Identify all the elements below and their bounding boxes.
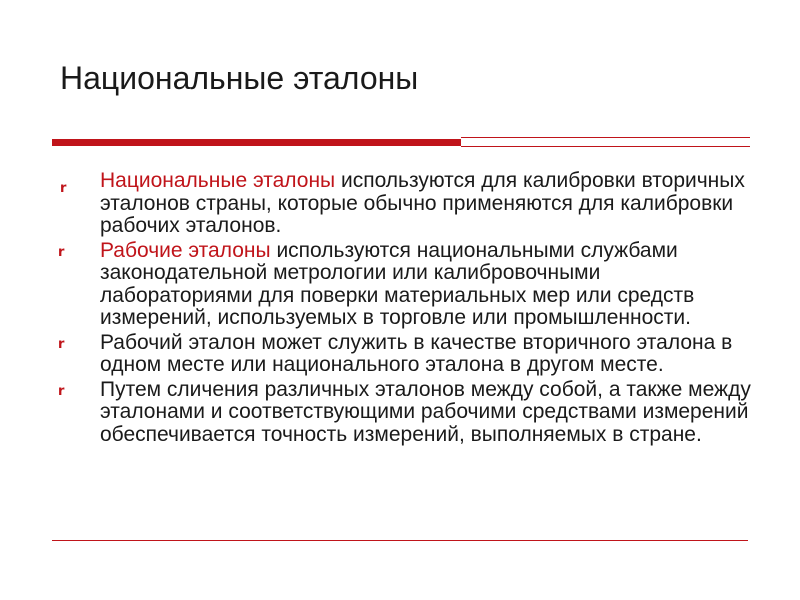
bullet-item	[56, 170, 756, 238]
bullet-text: используются для калибровки вторичных эталонов страны, которые обычно применяются для калибровки рабочих эталонов.	[100, 169, 745, 237]
bullet-item	[56, 332, 756, 377]
bullet-text: Путем сличения различных эталонов между собой, а также между эталонами и соответствующими рабочими средствами измерений обеспечивается точность измерений, выполняемых в стране.	[100, 377, 751, 446]
bullet-item	[56, 240, 756, 330]
bullet-highlight: Рабочие эталоны	[100, 238, 271, 262]
bullet-marker-icon: r	[60, 181, 67, 196]
title-underline-bar	[52, 139, 461, 146]
bullet-list	[56, 170, 756, 448]
bullet-marker-icon: r	[58, 336, 65, 352]
title-underline-thin-top	[461, 137, 750, 138]
footer-rule	[52, 540, 748, 541]
bullet-highlight: Национальные эталоны	[100, 169, 336, 192]
slide-title: Национальные эталоны	[60, 60, 419, 96]
bullet-marker-icon: r	[58, 383, 65, 399]
bullet-marker-icon: r	[58, 244, 65, 260]
title-underline-thin-bottom	[461, 146, 750, 147]
bullet-text: используются национальными службами законодательной метрологии или калибровочными лабораториями для поверки материальных мер или средств измерений, используемых в торговле или промышленности.	[100, 238, 695, 329]
bullet-item	[56, 379, 756, 447]
bullet-text: Рабочий эталон может служить в качестве вторичного эталона в одном месте или национального эталона в другом месте.	[100, 330, 733, 376]
